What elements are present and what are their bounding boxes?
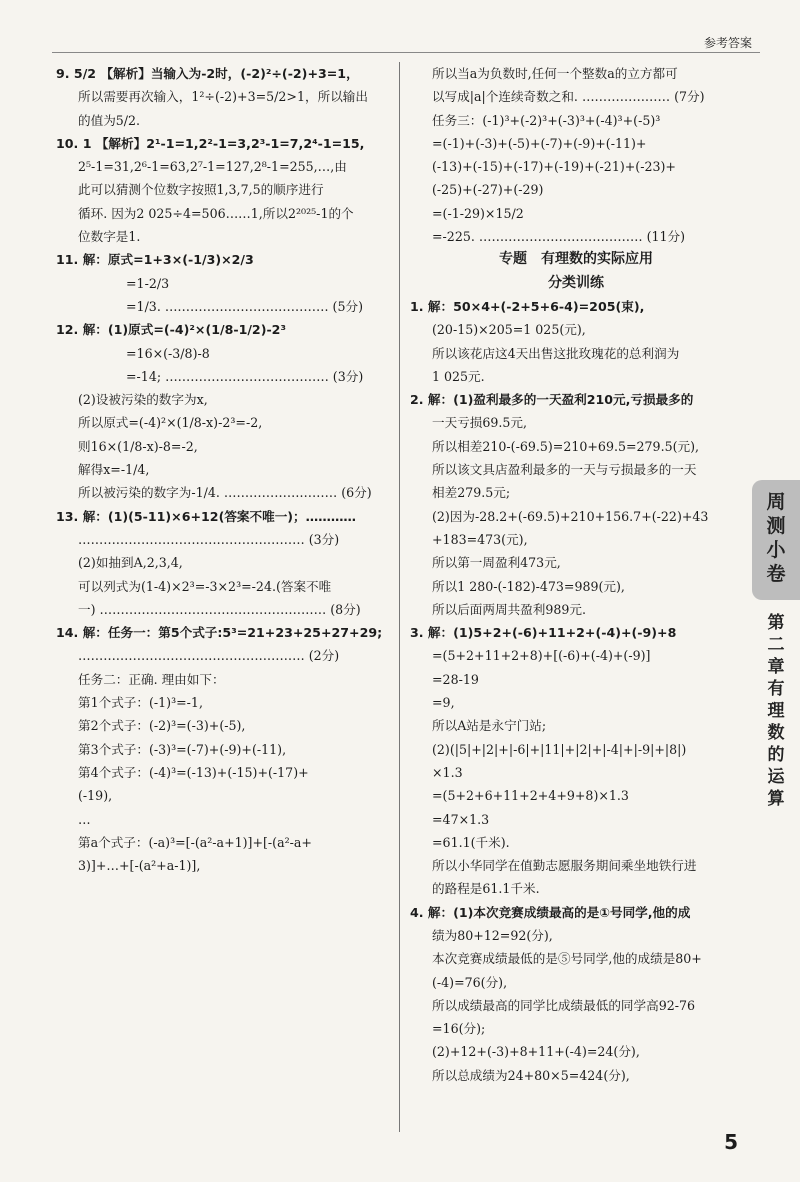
right-line: 1 025元. <box>432 368 485 384</box>
left-line: 第3个式子：(-3)³=(-7)+(-9)+(-11), <box>78 741 287 757</box>
left-line: 一) ……………………………………………… (8分) <box>78 601 361 617</box>
right-line: 一天亏损69.5元, <box>432 415 528 431</box>
page-number: 5 <box>724 1130 738 1154</box>
right-line: 1. 解：50×4+(-2+5+6-4)=205(束), <box>410 298 645 314</box>
column-divider <box>399 62 400 1132</box>
right-line: 的路程是61.1千米. <box>432 881 540 897</box>
left-line: 的值为5/2. <box>78 112 141 128</box>
right-line: =47×1.3 <box>432 811 490 827</box>
left-line: (2)如抽到A,2,3,4, <box>78 555 183 571</box>
left-line: 第2个式子：(-2)³=(-3)+(-5), <box>78 718 246 734</box>
right-line: =(5+2+6+11+2+4+9+8)×1.3 <box>432 788 629 804</box>
left-line: (-19), <box>78 788 113 804</box>
right-line: =(5+2+11+2+8)+[(-6)+(-4)+(-9)] <box>432 648 651 664</box>
right-line: (-13)+(-15)+(-17)+(-19)+(-21)+(-23)+ <box>432 159 676 175</box>
right-line: 所以后面两周共盈利989元. <box>432 601 586 617</box>
side-tab-label: 周测小卷 <box>766 491 786 585</box>
left-line: 所以需要再次输入，1²÷(-2)+3=5/2>1，所以输出 <box>78 89 368 105</box>
left-line: 3)]+…+[-(a²+a-1)], <box>78 858 201 874</box>
right-line: +183=473(元), <box>432 531 528 547</box>
right-line: 专题 有理数的实际应用 <box>499 251 653 268</box>
left-line: =1-2/3 <box>126 275 170 291</box>
right-line: 所以成绩最高的同学比成绩最低的同学高92-76 <box>432 997 695 1013</box>
right-line: ×1.3 <box>432 764 463 780</box>
right-line: =-225. ………………………………… (11分) <box>432 229 686 245</box>
left-line: 14. 解：任务一：第5个式子:5³=21+23+25+27+29; <box>56 625 383 641</box>
left-line: ……………………………………………… (2分) <box>78 648 340 664</box>
left-line: 此可以猜测个位数字按照1,3,7,5的顺序进行 <box>78 182 324 198</box>
left-line: =1/3. ………………………………… (5分) <box>126 298 363 314</box>
left-line: 则16×(1/8-x)-8=-2, <box>78 438 198 454</box>
right-line: =28-19 <box>432 671 479 687</box>
left-column <box>56 62 390 877</box>
left-line: 第1个式子：(-1)³=-1, <box>78 695 203 711</box>
right-line: 任务三：(-1)³+(-2)³+(-3)³+(-4)³+(-5)³ <box>432 112 661 128</box>
left-line: =-14; ………………………………… (3分) <box>126 368 364 384</box>
left-line: 9. 5/2 【解析】当输入为-2时，(-2)²÷(-2)+3=1， <box>56 66 359 81</box>
right-line: =16(分); <box>432 1021 486 1037</box>
left-line: 11. 解：原式=1+3×(-1/3)×2/3 <box>56 252 254 268</box>
right-line: 相差279.5元; <box>432 485 511 501</box>
right-line: 本次竞赛成绩最低的是⑤号同学,他的成绩是80+ <box>432 951 702 967</box>
right-line: (2)+12+(-3)+8+11+(-4)=24(分), <box>432 1044 640 1060</box>
header-rule <box>52 52 760 53</box>
right-line: 所以小华同学在值勤志愿服务期间乘坐地铁行进 <box>432 858 697 874</box>
page-header-title: 参考答案 <box>703 36 752 50</box>
left-line: 任务二：正确. 理由如下： <box>78 671 225 687</box>
right-line: 所以第一周盈利473元, <box>432 555 561 571</box>
right-line: 以写成|a|个连续奇数之和. ………………… (7分) <box>432 89 705 105</box>
right-line: (2)因为-28.2+(-69.5)+210+156.7+(-22)+43 <box>432 508 709 524</box>
left-line: 解得x=-1/4, <box>78 462 150 478</box>
right-column <box>410 62 742 1087</box>
right-line: 3. 解：(1)5+2+(-6)+11+2+(-4)+(-9)+8 <box>410 625 677 641</box>
right-line: 2. 解：(1)盈利最多的一天盈利210元,亏损最多的 <box>410 392 694 408</box>
right-line: 所以相差210-(-69.5)=210+69.5=279.5(元), <box>432 438 700 454</box>
right-line: (-25)+(-27)+(-29) <box>432 182 544 198</box>
left-line: 循环. 因为2 025÷4=506……1,所以2²⁰²⁵-1的个 <box>78 205 354 221</box>
right-line: 所以该花店这4天出售这批玫瑰花的总利润为 <box>432 345 680 361</box>
left-line: =16×(-3/8)-8 <box>126 345 210 361</box>
right-line: 4. 解：(1)本次竞赛成绩最高的是①号同学,他的成 <box>410 904 691 920</box>
left-line: 10. 1 【解析】2¹-1=1,2²-1=3,2³-1=7,2⁴-1=15, <box>56 135 365 151</box>
side-chapter-label: 第二章 有理数的运算 <box>767 613 785 809</box>
right-line: 所以总成绩为24+80×5=424(分), <box>432 1067 630 1083</box>
right-line: 所以当a为负数时,任何一个整数a的立方都可 <box>432 66 678 81</box>
right-line: (-4)=76(分), <box>432 974 508 990</box>
right-line: 绩为80+12=92(分), <box>432 927 553 943</box>
left-line: 所以原式=(-4)²×(1/8-x)-2³=-2, <box>78 415 263 431</box>
left-line: ……………………………………………… (3分) <box>78 531 340 547</box>
right-line: 分类训练 <box>548 274 604 291</box>
right-line: 所以该文具店盈利最多的一天与亏损最多的一天 <box>432 462 697 478</box>
left-line: 12. 解：(1)原式=(-4)²×(1/8-1/2)-2³ <box>56 322 286 338</box>
left-line: 第4个式子：(-4)³=(-13)+(-15)+(-17)+ <box>78 764 309 780</box>
right-line: (20-15)×205=1 025(元), <box>432 322 586 338</box>
left-line: (2)设被污染的数字为x, <box>78 392 208 408</box>
right-line: =61.1(千米). <box>432 834 510 850</box>
right-line: =(-1-29)×15/2 <box>432 205 524 221</box>
right-line: =9, <box>432 695 455 711</box>
right-line: 所以A站是永宁门站; <box>432 718 547 734</box>
right-line: (2)(|5|+|2|+|-6|+|11|+|2|+|-4|+|-9|+|8|) <box>432 741 687 757</box>
left-line: 2⁵-1=31,2⁶-1=63,2⁷-1=127,2⁸-1=255,…,由 <box>78 159 347 175</box>
left-line: 可以列式为(1-4)×2³=-3×2³=-24.(答案不唯 <box>78 578 332 594</box>
left-line: 第a个式子：(-a)³=[-(a²-a+1)]+[-(a²-a+ <box>78 834 312 850</box>
left-line: … <box>78 811 91 827</box>
right-line: 所以1 280-(-182)-473=989(元), <box>432 578 625 594</box>
left-line: 13. 解：(1)(5-11)×6+12(答案不唯一)；………… <box>56 508 357 524</box>
left-line: 位数字是1. <box>78 229 141 245</box>
left-line: 所以被污染的数字为-1/4. ……………………… (6分) <box>78 485 372 501</box>
right-line: =(-1)+(-3)+(-5)+(-7)+(-9)+(-11)+ <box>432 135 647 151</box>
